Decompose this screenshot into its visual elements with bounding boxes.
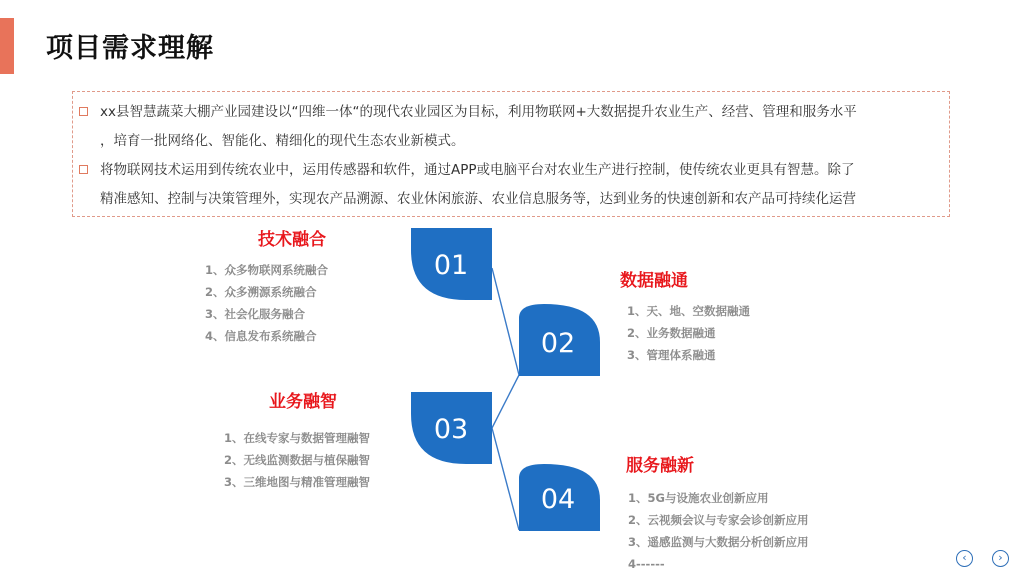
list-item: 1、在线专家与数据管理融智 — [224, 431, 371, 445]
list-item: 2、云视频会议与专家会诊创新应用 — [628, 513, 809, 527]
chevron-left-icon: ‹ — [962, 551, 967, 564]
intro-text-line: 精准感知、控制与决策管理外，实现农产品溯源、农业休闲旅游、农业信息服务等，达到业务的快速创新和农产品可持续化运营 — [100, 191, 856, 207]
intro-text-line: ，培育一批网络化、智能化、精细化的现代生态农业新模式。 — [100, 133, 465, 149]
page-title: 项目需求理解 — [46, 33, 214, 64]
section-list-business — [224, 427, 370, 493]
badge-03-label: 03 — [433, 414, 469, 445]
list-item: 1、天、地、空数据融通 — [627, 304, 751, 318]
list-item: 3、管理体系融通 — [627, 348, 716, 362]
section-list-data — [627, 300, 750, 366]
section-title-data: 数据融通 — [620, 271, 688, 291]
section-title-business: 业务融智 — [269, 392, 337, 412]
section-title-tech: 技术融合 — [258, 230, 326, 250]
list-item: 3、社会化服务融合 — [205, 307, 306, 321]
list-item: 4、信息发布系统融合 — [205, 329, 317, 343]
badge-01-label: 01 — [433, 250, 469, 281]
list-item: 2、众多溯源系统融合 — [205, 285, 317, 299]
connector-lines — [492, 268, 519, 530]
list-item: 3、遥感监测与大数据分析创新应用 — [628, 535, 809, 549]
section-title-service: 服务融新 — [626, 456, 694, 476]
list-item: 4------ — [628, 557, 665, 571]
list-item: 2、业务数据融通 — [627, 326, 716, 340]
badge-02-label: 02 — [540, 328, 576, 359]
list-item: 1、5G与设施农业创新应用 — [628, 491, 769, 505]
next-slide-button[interactable] — [992, 550, 1009, 567]
section-list-tech — [205, 259, 328, 347]
intro-text-line: 将物联网技术运用到传统农业中，运用传感器和软件，通过APP或电脑平台对农业生产进行控制，使传统农业更具有智慧。除了 — [100, 162, 855, 178]
connector-line — [492, 268, 519, 530]
list-item: 3、三维地图与精准管理融智 — [224, 475, 371, 489]
intro-text-line: xx县智慧蔬菜大棚产业园建设以“四维一体“的现代农业园区为目标，利用物联网+大数据提升农业生产、经营、管理和服务水平 — [100, 104, 857, 120]
list-item: 2、无线监测数据与植保融智 — [224, 453, 371, 467]
chevron-right-icon: › — [998, 551, 1003, 564]
badge-04-label: 04 — [540, 484, 576, 515]
list-item: 1、众多物联网系统融合 — [205, 263, 329, 277]
prev-slide-button[interactable] — [956, 550, 973, 567]
section-list-service — [628, 487, 809, 575]
